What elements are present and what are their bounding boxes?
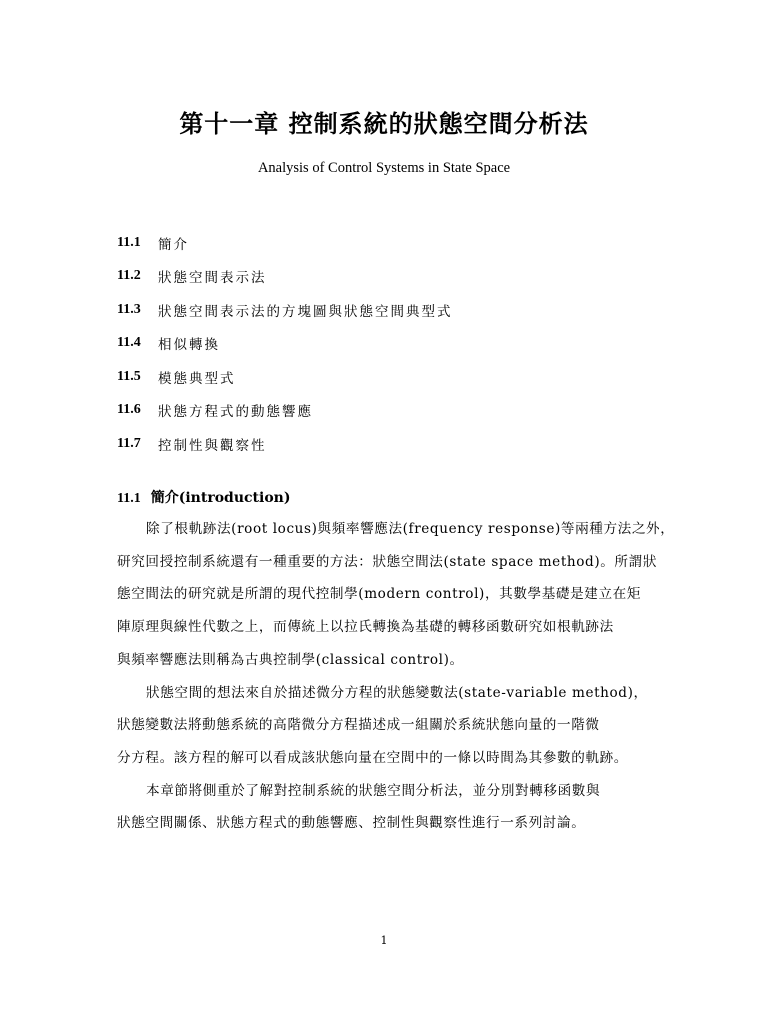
toc-number: 11.5: [117, 368, 141, 384]
toc-number: 11.4: [117, 335, 141, 351]
text-line: 狀態空間的想法來自於描述微分方程的狀態變數法(state-variable method)，: [146, 684, 648, 701]
toc-number: 11.7: [117, 435, 141, 451]
toc-item: [117, 394, 677, 428]
toc-number: 11.6: [117, 402, 141, 418]
section-number: 11.1: [117, 491, 141, 506]
paragraph-1: [117, 513, 675, 677]
toc-item: [117, 427, 677, 461]
chapter-title: 第十一章 控制系統的狀態空間分析法: [179, 109, 589, 138]
toc-title: 相似轉換: [158, 337, 220, 354]
chapter-subtitle: Analysis of Control Systems in State Space: [257, 160, 511, 176]
text-line: 陣原理與線性代數之上，而傳統上以拉氏轉換為基礎的轉移函數研究如根軌跡法: [117, 619, 614, 636]
text-line: 本章節將側重於了解對控制系統的狀態空間分析法，並分別對轉移函數與: [146, 782, 601, 799]
section-heading-text: 簡介(introduction): [150, 490, 291, 506]
toc-title: 模態典型式: [158, 370, 236, 387]
toc-item: [117, 360, 677, 394]
text-line: 狀態變數法將動態系統的高階微分方程描述成一組關於系統狀態向量的一階微: [117, 717, 600, 734]
text-line: 除了根軌跡法(root locus)與頻率響應法(frequency response)等兩種方法之外，: [146, 521, 675, 537]
text-line: 與頻率響應法則稱為古典控制學(classical control)。: [117, 651, 464, 668]
toc-item: [117, 226, 677, 260]
toc-number: 11.1: [117, 234, 141, 250]
toc-title: 簡介: [158, 236, 189, 253]
toc-title: 狀態方程式的動態響應: [158, 404, 313, 421]
toc-item: [117, 260, 677, 294]
toc-item: [117, 293, 677, 327]
toc-title: 狀態空間表示法: [158, 270, 267, 287]
paragraph-2: [117, 677, 663, 775]
toc-title: 狀態空間表示法的方塊圖與狀態空間典型式: [158, 303, 453, 320]
toc-number: 11.2: [117, 268, 141, 284]
text-line: 研究回授控制系統還有一種重要的方法：狀態空間法(state space method)。所謂狀: [117, 553, 658, 570]
toc-title: 控制性與觀察性: [158, 437, 267, 454]
text-line: 狀態空間關係、狀態方程式的動態響應、控制性與觀察性進行一系列討論。: [117, 815, 586, 832]
section-heading: [117, 487, 290, 507]
toc-number: 11.3: [117, 301, 141, 317]
toc-item: [117, 327, 677, 361]
paragraph-3: [117, 775, 663, 840]
section-body: [117, 513, 675, 840]
page-number: 1: [380, 934, 388, 947]
text-line: 態空間法的研究就是所謂的現代控制學(modern control)，其數學基礎是建立在矩: [117, 586, 642, 603]
text-line: 分方程。該方程的解可以看成該狀態向量在空間中的一條以時間為其參數的軌跡。: [117, 749, 628, 766]
table-of-contents: [117, 226, 677, 461]
